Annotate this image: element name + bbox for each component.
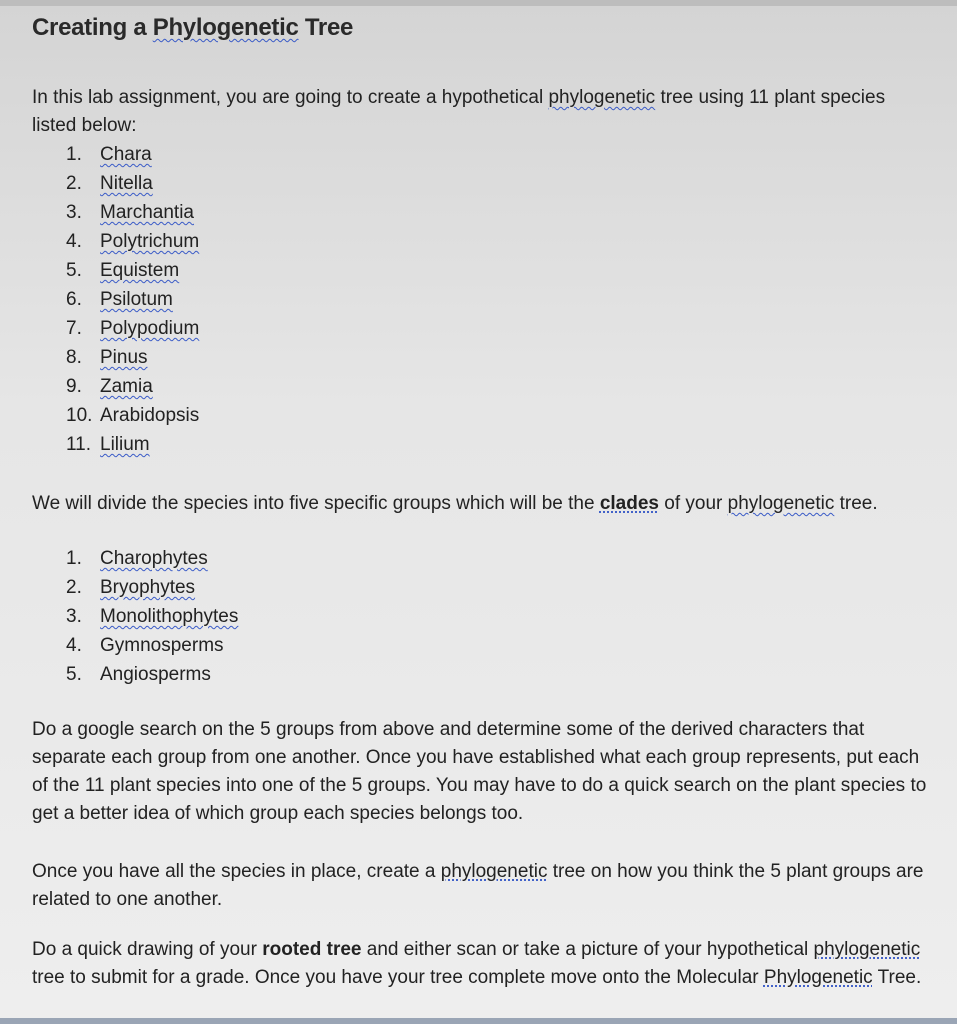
list-item: 3. Marchantia bbox=[66, 202, 194, 223]
list-item: 5. Angiosperms bbox=[66, 664, 211, 685]
bottom-border bbox=[0, 1018, 957, 1024]
list-item: 2. Bryophytes bbox=[66, 577, 196, 598]
list-item: 11. Lilium bbox=[66, 434, 150, 455]
intro-paragraph: In this lab assignment, you are going to create a hypothetical phylogenetic tree using 11 plant species listed below: bbox=[32, 87, 886, 136]
top-border bbox=[0, 0, 957, 6]
drawing-paragraph: Do a quick drawing of your rooted tree and either scan or take a picture of your hypothetical phylogenetic tree to submit for a grade. Once you have your tree complete move onto the Molecular Phylogenetic Tree. bbox=[32, 939, 922, 988]
list-item: 5. Equistem bbox=[66, 260, 180, 281]
search-paragraph: Do a google search on the 5 groups from above and determine some of the derived characters that separate each group from one another. Once you have established what each group represents, put each of the 11 plant species into one of the 5 groups. You may have to do a quick search on the plant species to get a better idea of which group each species belongs too. bbox=[32, 719, 927, 824]
list-item: 3. Monolithophytes bbox=[66, 606, 239, 627]
list-item: 1. Charophytes bbox=[66, 548, 208, 569]
list-item: 7. Polypodium bbox=[66, 318, 200, 339]
list-item: 2. Nitella bbox=[66, 173, 153, 194]
list-item: 1. Chara bbox=[66, 144, 152, 165]
list-item: 8. Pinus bbox=[66, 347, 148, 368]
species-list bbox=[66, 140, 199, 459]
list-item: 4. Gymnosperms bbox=[66, 635, 224, 656]
list-item: 9. Zamia bbox=[66, 376, 153, 397]
list-item: 10. Arabidopsis bbox=[66, 405, 200, 426]
list-item: 4. Polytrichum bbox=[66, 231, 200, 252]
place-paragraph: Once you have all the species in place, create a phylogenetic tree on how you think the 5 plant groups are related to one another. bbox=[32, 861, 924, 910]
page-title: Creating a Phylogenetic Tree bbox=[32, 14, 354, 41]
clades-paragraph: We will divide the species into five specific groups which will be the clades of your phylogenetic tree. bbox=[32, 493, 878, 514]
list-item: 6. Psilotum bbox=[66, 289, 173, 310]
groups-list bbox=[66, 544, 238, 689]
